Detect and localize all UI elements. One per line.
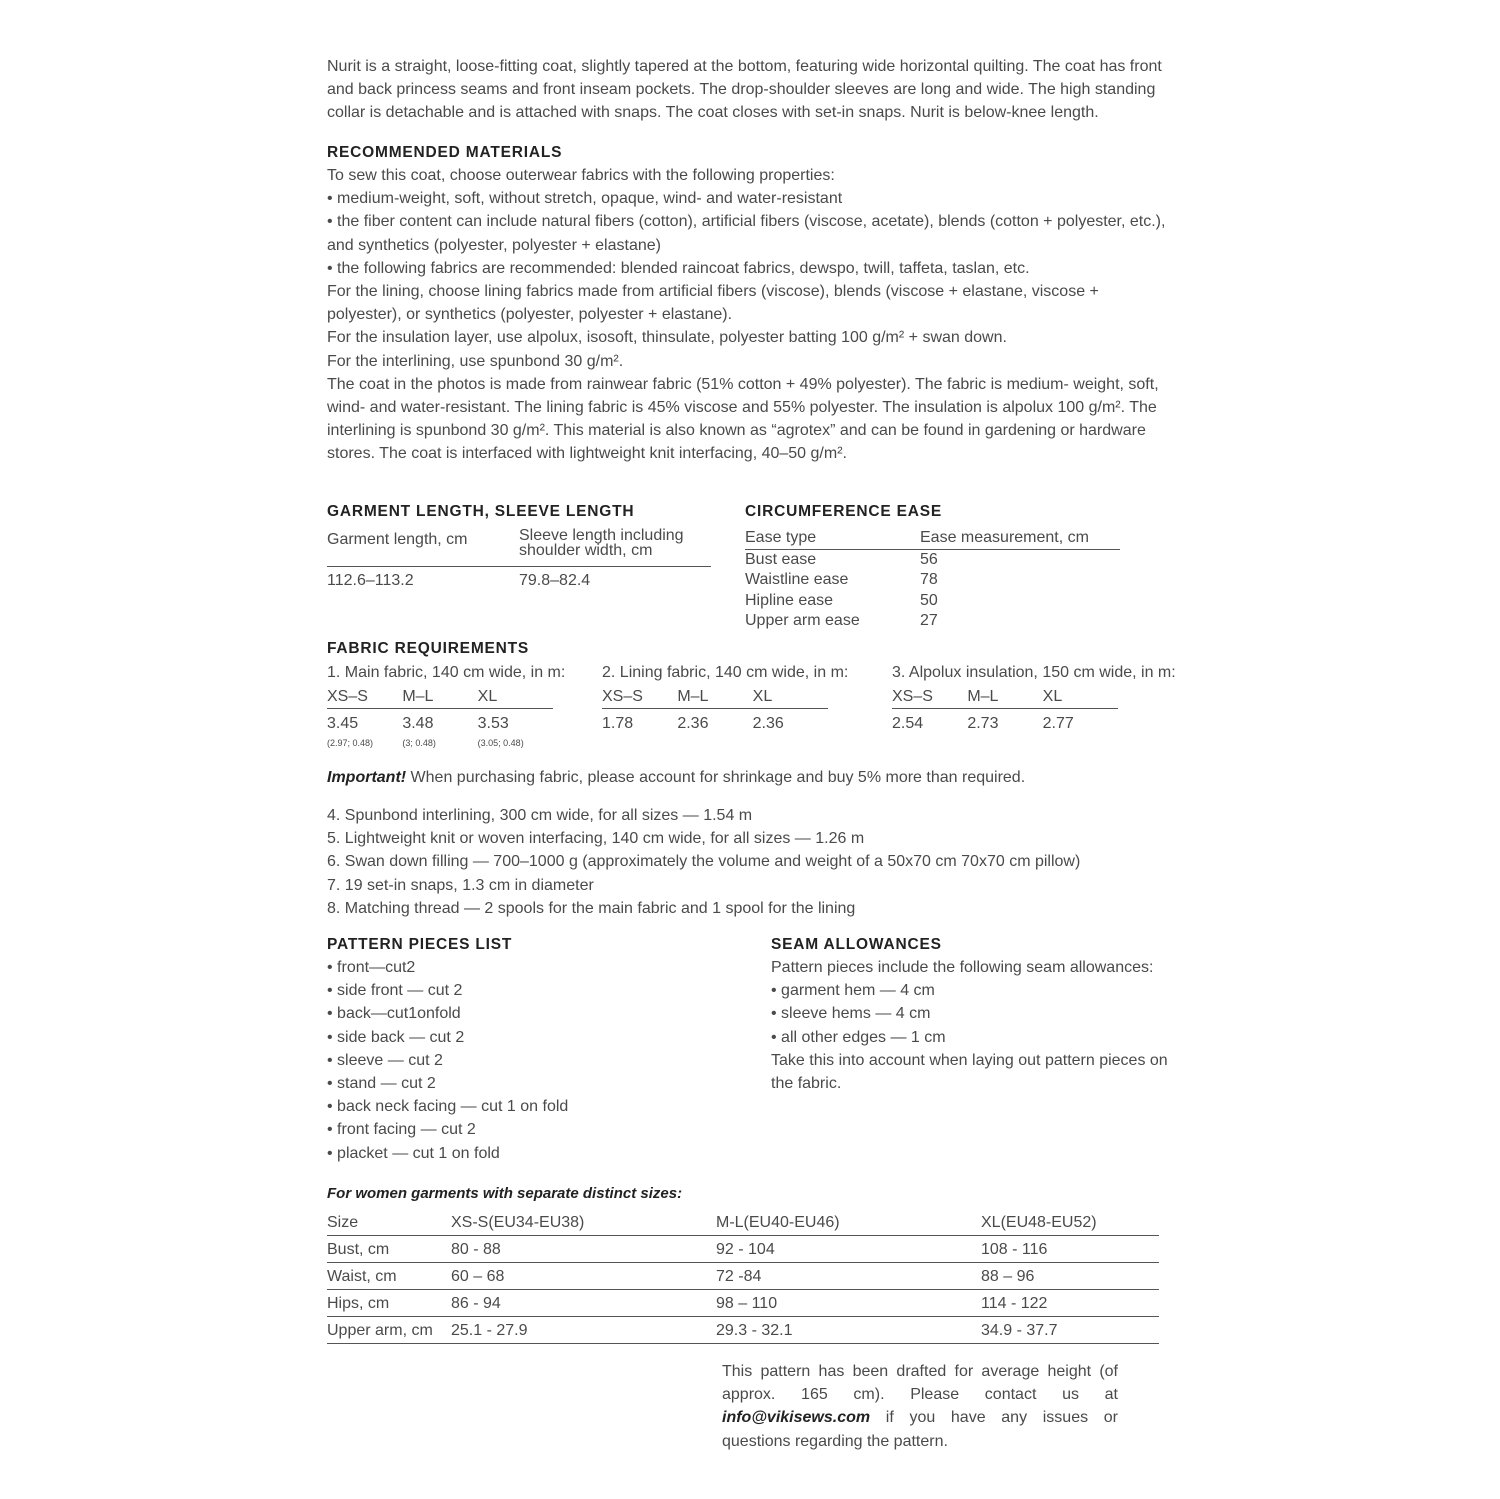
fabric-group-title: 3. Alpolux insulation, 150 cm wide, in m: [892, 664, 1176, 681]
pattern-pieces-section [327, 933, 747, 1165]
cell: 78 [920, 571, 938, 588]
cell: 56 [920, 550, 938, 568]
column-header: Ease measurement, cm [920, 529, 1089, 546]
fabric-amount: 1.78 [602, 715, 634, 733]
fabric-table [602, 685, 828, 735]
seam-line: • sleeve hems — 4 cm [771, 1005, 931, 1023]
cell: 112.6–113.2 [327, 572, 414, 589]
fabric-amount: 3.45 [327, 715, 359, 733]
cell: 114 - 122 [981, 1290, 1159, 1317]
important-text: When purchasing fabric, please account for shrinkage and buy 5% more than required. [406, 769, 1026, 786]
fabric-note: (3; 0.48) [402, 737, 436, 748]
cell: 25.1 - 27.9 [451, 1317, 716, 1344]
column-header: Sleeve length including shoulder width, cm [519, 527, 684, 559]
size-header: XS–S [602, 688, 643, 706]
cell: M-L(EU40-EU46) [716, 1209, 981, 1236]
table-row [745, 591, 1120, 612]
size-header: XL [1042, 688, 1063, 706]
materials-line: • the fiber content can include natural fibers (cotton), artificial fibers (viscose, acetate), blends (cotton + polyester, etc.), and synthetics (polyester, polyester + elastane) [327, 213, 1166, 254]
materials-line: To sew this coat, choose outerwear fabrics with the following properties: [327, 167, 835, 184]
section-heading: FABRIC REQUIREMENTS [327, 640, 530, 657]
seam-line: • all other edges — 1 cm [771, 1028, 946, 1046]
fabric-amount: 2.36 [752, 715, 784, 733]
size-chart-section [327, 1182, 1161, 1344]
cell: Waist, cm [327, 1263, 451, 1290]
footer-text: if you have any issues or questions regarding the pattern. [722, 1409, 1118, 1450]
recommended-materials-section [327, 141, 1169, 466]
list-item: • side front — cut 2 [327, 982, 463, 1000]
fabric-table [892, 685, 1118, 735]
cell: 72 -84 [716, 1263, 981, 1290]
cell: Hips, cm [327, 1290, 451, 1317]
materials-line: For the insulation layer, use alpolux, isosoft, thinsulate, polyester batting 100 g/m² + swan down. [327, 329, 1007, 347]
fabric-group [892, 661, 1176, 736]
size-header: XL [477, 688, 498, 706]
size-header: M–L [402, 688, 434, 706]
garment-length-section [327, 500, 711, 592]
intro-paragraph: Nurit is a straight, loose-fitting coat, slightly tapered at the bottom, featuring wide horizontal quilting. The coat has front and back princess seams and front inseam pockets. The drop-shoulder sleeves are long and wide. The high standing collar is detachable and is attached with snaps. The coat closes with set-in snaps. Nurit is below-knee length. [327, 58, 1162, 122]
table-row [327, 1317, 1159, 1344]
seam-line: • garment hem — 4 cm [771, 982, 935, 1000]
materials-line: For the interlining, use spunbond 30 g/m². [327, 352, 624, 370]
table-row [327, 1263, 1159, 1290]
list-item: 6. Swan down filling — 700–1000 g (approximately the volume and weight of a 50x70 cm 70x70 cm pillow) [327, 853, 1081, 871]
footer-text: This pattern has been drafted for average height (of approx. 165 cm). Please contact us at [722, 1363, 1118, 1404]
list-item: 5. Lightweight knit or woven interfacing, 140 cm wide, for all sizes — 1.26 m [327, 830, 865, 848]
fabric-amount: 2.77 [1042, 715, 1074, 733]
important-note [327, 766, 1187, 789]
size-header: XS–S [327, 688, 368, 706]
cell: 29.3 - 32.1 [716, 1317, 981, 1344]
section-heading: SEAM ALLOWANCES [771, 936, 942, 953]
cell: 79.8–82.4 [519, 572, 591, 589]
table-row [745, 549, 1120, 570]
materials-line: For the lining, choose lining fabrics made from artificial fibers (viscose), blends (viscose + elastane, viscose + polyester), or synthetics (polyester, polyester + elastane). [327, 283, 1099, 324]
fabric-group-title: 2. Lining fabric, 140 cm wide, in m: [602, 664, 849, 681]
cell: 86 - 94 [451, 1290, 716, 1317]
list-item: 4. Spunbond interlining, 300 cm wide, for all sizes — 1.54 m [327, 807, 753, 824]
size-header: M–L [677, 688, 709, 706]
section-heading: RECOMMENDED MATERIALS [327, 144, 563, 161]
section-heading: PATTERN PIECES LIST [327, 936, 513, 953]
cell: 80 - 88 [451, 1236, 716, 1263]
fabric-group [327, 661, 565, 750]
fabric-note: (2.97; 0.48) [327, 737, 374, 748]
fabric-table [327, 685, 553, 749]
section-heading: CIRCUMFERENCE EASE [745, 503, 942, 520]
materials-line: • the following fabrics are recommended: blended raincoat fabrics, dewspo, twill, taffeta, taslan, etc. [327, 259, 1030, 277]
list-item: • back—cut1onfold [327, 1005, 461, 1023]
table-row [745, 570, 1120, 591]
cell: XS-S(EU34-EU38) [451, 1209, 716, 1236]
size-chart-caption: For women garments with separate distinct sizes: [327, 1185, 683, 1202]
header-row [327, 1209, 1159, 1236]
cell: Upper arm, cm [327, 1317, 451, 1344]
seam-line: Take this into account when laying out pattern pieces on the fabric. [771, 1051, 1168, 1093]
materials-line: The coat in the photos is made from rainwear fabric (51% cotton + 49% polyester). The fabric is medium- weight, soft, wind- and water-resistant. The lining fabric is 45% viscose and 55% polyester. The insulation is alpolux 100 g/m². The interlining is spunbond 30 g/m². This material is also known as “agrotex” and can be found in gardening or hardware stores. The coat is interfaced with lightweight knit interfacing, 40–50 g/m². [327, 375, 1159, 463]
seam-allowances-section [771, 933, 1171, 1095]
list-item: • stand — cut 2 [327, 1075, 436, 1093]
garment-length-table [327, 528, 711, 592]
fabric-group-title: 1. Main fabric, 140 cm wide, in m: [327, 664, 566, 681]
fabric-amount: 3.48 [402, 715, 434, 733]
table-row [327, 1290, 1159, 1317]
cell: Bust ease [745, 550, 817, 568]
fabric-group [602, 661, 848, 736]
cell: 88 – 96 [981, 1263, 1159, 1290]
contact-email-link[interactable]: info@vikisews.com [722, 1409, 871, 1427]
section-heading: GARMENT LENGTH, SLEEVE LENGTH [327, 503, 635, 520]
footer-note [722, 1360, 1118, 1453]
list-item: • front facing — cut 2 [327, 1121, 476, 1139]
fabric-amount: 2.54 [892, 715, 924, 733]
cell: Bust, cm [327, 1236, 451, 1263]
fabric-items-list [327, 804, 1187, 920]
size-header: XL [752, 688, 773, 706]
cell: 50 [920, 591, 938, 609]
fabric-amount: 2.73 [967, 715, 999, 733]
column-header: Garment length, cm [327, 531, 468, 548]
column-header: Ease type [745, 529, 817, 546]
ease-table [745, 528, 1120, 632]
cell: 27 [920, 612, 938, 629]
cell: 34.9 - 37.7 [981, 1317, 1159, 1344]
seam-line: Pattern pieces include the following seam allowances: [771, 959, 1154, 976]
table-row [327, 1236, 1159, 1263]
table-row [745, 611, 1120, 632]
list-item: • back neck facing — cut 1 on fold [327, 1098, 569, 1116]
circumference-ease-section [745, 500, 1120, 632]
cell: Upper arm ease [745, 612, 860, 629]
list-item: • placket — cut 1 on fold [327, 1144, 500, 1162]
cell: Waistline ease [745, 571, 849, 588]
cell: 98 – 110 [716, 1290, 981, 1317]
materials-line: • medium-weight, soft, without stretch, opaque, wind- and water-resistant [327, 190, 843, 208]
important-label: Important! [327, 769, 407, 786]
cell: 60 – 68 [451, 1263, 716, 1290]
list-item: • sleeve — cut 2 [327, 1051, 443, 1069]
fabric-amount: 3.53 [477, 715, 509, 733]
cell: 108 - 116 [981, 1236, 1159, 1263]
cell: 92 - 104 [716, 1236, 981, 1263]
list-item: 8. Matching thread — 2 spools for the main fabric and 1 spool for the lining [327, 899, 856, 917]
cell: Size [327, 1209, 451, 1236]
fabric-note: (3.05; 0.48) [477, 737, 524, 748]
cell: Hipline ease [745, 591, 834, 609]
list-item: • front—cut2 [327, 959, 416, 976]
size-chart-table [327, 1209, 1159, 1344]
size-header: M–L [967, 688, 999, 706]
size-header: XS–S [892, 688, 933, 706]
list-item: 7. 19 set-in snaps, 1.3 cm in diameter [327, 876, 594, 894]
cell: XL(EU48-EU52) [981, 1209, 1159, 1236]
fabric-amount: 2.36 [677, 715, 709, 733]
list-item: • side back — cut 2 [327, 1028, 465, 1046]
